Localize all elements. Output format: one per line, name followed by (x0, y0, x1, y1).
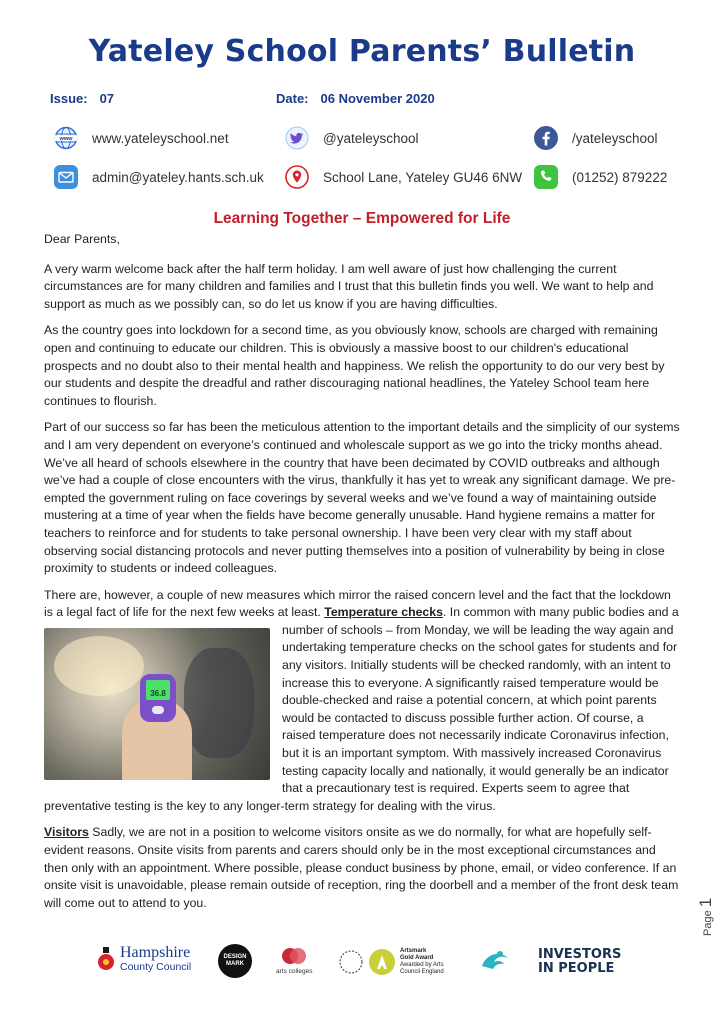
arts-council-ring-icon (338, 949, 364, 975)
visitors-body: Sadly, we are not in a position to welcome visitors onsite as we do normally, for what are hopefully self-evident reasons. Onsite visits from parents and carers should only be in the most exceptional circumstances and then only with an appointment. Where possible, please conduct business by phone, email, or video conference. If an onsite visit is unavoidable, please remain outside of reception, ring the doorbell and a member of the front desk team will come out to attend to you. (44, 825, 679, 910)
phone-contact[interactable] (534, 165, 667, 189)
paragraph-lockdown: As the country goes into lockdown for a second time, as you obviously know, schools are charged with remaining open and continuing to educate our children. This is obviously a massive boost to our children's educational prospects and no doubt also to their mental health and happiness. We relish the opportunity to do our very best by our students and despite the dreadful and rather discouraging national headlines, the Yateley School team here continues to flourish. (44, 323, 665, 408)
www-icon-text: www (59, 136, 73, 142)
letter-body (44, 231, 680, 921)
globe-icon (54, 126, 78, 150)
hampshire-council: County Council (120, 961, 192, 973)
address-contact (285, 165, 522, 189)
investors-in-people-logo (538, 948, 621, 976)
hampshire-rose-icon (96, 947, 116, 973)
paragraph-temperature (44, 587, 680, 816)
hampshire-logo (96, 946, 191, 974)
email-address[interactable]: admin@yateley.hants.sch.uk (92, 169, 264, 185)
twitter-icon (285, 126, 309, 150)
twitter-handle[interactable]: @yateleyschool (323, 130, 419, 146)
website-contact[interactable] (54, 126, 229, 150)
arts-colleges-text: arts colleges (276, 968, 313, 975)
artsmark-title: Artsmark (400, 948, 427, 954)
arts-colleges-icon (281, 946, 307, 966)
design-mark-text: DESIGN MARK (218, 944, 252, 978)
iip-line2: IN PEOPLE (538, 961, 615, 976)
tide-logo (478, 944, 512, 978)
artsmark-award: Gold Award (400, 955, 434, 961)
thermometer-photo (44, 628, 270, 780)
facebook-contact[interactable] (534, 126, 658, 150)
artsmark-gold-icon (368, 948, 396, 976)
paragraph-visitors (44, 824, 680, 912)
artsmark-awarded-by: Awarded by Arts Council England (400, 962, 444, 975)
bulletin-title: Yateley School Parents’ Bulletin (88, 34, 636, 69)
temperature-body: . In common with many public bodies and a number of schools – from Monday, we will be leading the way again and undertaking temperature checks on the school gates for students and for any visitors. Initially students will be checked randomly, with an intent to increase this to everyone. A significantly raised temperature would be double-checked and raise a potential concern, at which point parents would be contacted to discuss possible further action. Of course, a raised temperature does not necessarily indicate Coronavirus infection, but it is an important symptom. With massively increased Coronavirus testing capacity locally and nationally, it would generally be an indicator that a precautionary test is required. Experts seem to agree that preventative testing is the key to any longer-term strategy for dealing with the virus. (44, 605, 679, 813)
facebook-handle[interactable]: /yateleyschool (572, 130, 658, 146)
temperature-checks-heading: Temperature checks (324, 605, 443, 620)
website-link[interactable]: www.yateleyschool.net (92, 130, 229, 146)
school-motto: Learning Together – Empowered for Life (213, 210, 511, 227)
issue-value: 07 (99, 91, 115, 106)
email-icon (54, 165, 78, 189)
page-number-value: 1 (696, 897, 715, 908)
page-number (696, 898, 716, 936)
letter-greeting: Dear Parents, (44, 232, 120, 246)
phone-number[interactable]: (01252) 879222 (572, 169, 668, 185)
twitter-contact[interactable] (285, 126, 419, 150)
date-info (276, 91, 435, 106)
paragraph-success: Part of our success so far has been the meticulous attention to the important details and the simplicity of our systems and I am very dependent on everyone’s continued and wholescale support as we go into the tricky months ahead. We’ve all heard of schools elsewhere in the country that have been decimated by COVID outbreaks and although we’ve had a couple of close encounters with the virus, thankfully it has yet to wreak any significant damage. We pre-empted the government ruling on face coverings by several weeks and we’ve found a way of maintaining outside mustering at a time of year when the fields have become generally unusable. Hand hygiene remains a matter for teachers to reinforce and for students to take personal ownership. I have been very clear with my staff about observing social distancing protocols and never putting themselves into a position of vulnerability by being in close proximity to students or indeed colleagues. (44, 420, 680, 576)
hampshire-name: Hampshire (120, 944, 191, 961)
arts-colleges-logo (276, 946, 313, 975)
issue-label: Issue: (50, 91, 88, 106)
email-contact[interactable] (54, 165, 264, 189)
design-mark-logo (218, 944, 252, 978)
page-label: Page (702, 910, 714, 936)
paragraph-welcome: A very warm welcome back after the half term holiday. I am well aware of just how challenging the current circumstances are for many children and families and I trust that this bulletin finds you well. We want to help and support as much as we possibly can, so do let us know if you are having difficulties. (44, 261, 654, 311)
thermometer-reading: 36.8 (150, 688, 166, 698)
wave-logo-icon (478, 944, 512, 978)
location-pin-icon (285, 165, 309, 189)
iip-line1: INVESTORS (538, 947, 622, 962)
artsmark-logo (338, 948, 460, 976)
issue-info (50, 91, 114, 106)
date-label: Date: (276, 91, 309, 106)
phone-icon (534, 165, 558, 189)
visitors-heading: Visitors (44, 825, 89, 840)
facebook-icon (534, 126, 558, 150)
temperature-intro: There are, however, a couple of new measures which mirror the raised concern level and the fact that the lockdown is a legal fact of life for the next few weeks at least. (44, 587, 671, 620)
school-address: School Lane, Yateley GU46 6NW (323, 169, 523, 185)
date-value: 06 November 2020 (320, 91, 435, 106)
